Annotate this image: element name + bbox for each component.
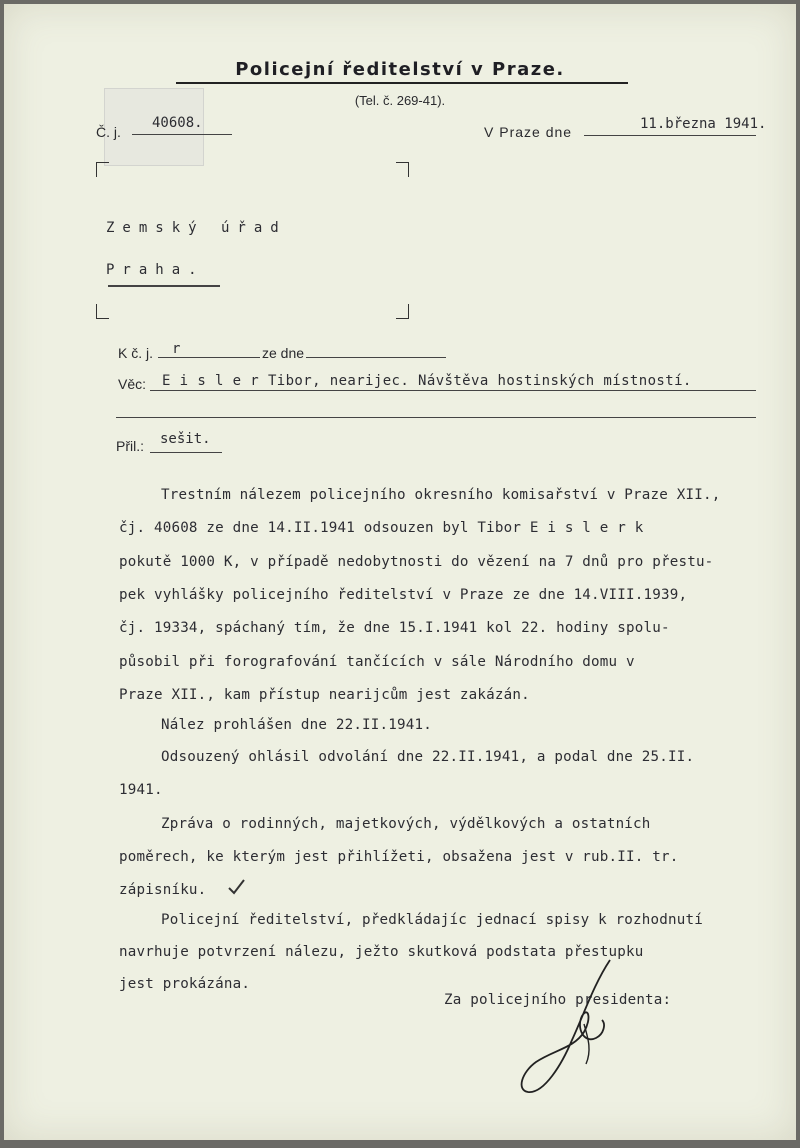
address-bracket-bottom-left: [96, 304, 109, 319]
kcj-value: r: [172, 341, 181, 357]
body-line-11: Zpráva o rodinných, majetkových, výdělkových a ostatních: [161, 816, 651, 832]
body-line-2: čj. 40608 ze dne 14.II.1941 odsouzen byl Tibor E i s l e r k: [119, 520, 644, 536]
handwritten-signature: [514, 954, 624, 1104]
body-line-3: pokutě 1000 K, v případě nedobytnosti do vězení na 7 dnů pro přestu-: [119, 554, 714, 570]
recipient-city: Praha.: [106, 262, 205, 278]
subject-underline-2: [116, 417, 756, 418]
body-line-6: působil při forografování tančících v sále Národního domu v: [119, 654, 635, 670]
place-label: V Praze dne: [484, 124, 573, 140]
subject-value: E i s l e r Tibor, nearijec. Návštěva hostinských místností.: [162, 373, 692, 389]
recipient-underline: [108, 285, 220, 287]
body-line-14: Policejní ředitelství, předkládajíc jednací spisy k rozhodnutí: [161, 912, 703, 928]
body-line-16: jest prokázána.: [119, 976, 251, 992]
body-line-4: pek vyhlášky policejního ředitelství v Praze ze dne 14.VIII.1939,: [119, 587, 688, 603]
body-line-10: 1941.: [119, 782, 163, 798]
body-line-1: Trestním nálezem policejního okresního komisařství v Praze XII.,: [161, 487, 721, 503]
attachments-value: sešit.: [160, 431, 211, 447]
address-bracket-top-left: [96, 162, 109, 177]
ze-dne-label: ze dne: [262, 345, 305, 361]
letterhead-underline: [176, 82, 628, 84]
ze-dne-underline: [306, 357, 446, 358]
date-underline: [584, 135, 756, 136]
signature-line: Za policejního presidenta:: [444, 992, 672, 1008]
kcj-label: K č. j.: [118, 345, 154, 361]
attachments-label: Přil.:: [116, 438, 144, 454]
subject-underline: [150, 390, 756, 391]
document-page: [4, 4, 796, 1140]
body-line-13: zápisníku.: [119, 882, 207, 898]
attachments-underline: [150, 452, 222, 453]
address-bracket-top-right: [396, 162, 409, 177]
document-date: 11.března 1941.: [640, 116, 767, 132]
body-line-12: poměrech, ke kterým jest přihlížeti, obsažena jest v rub.II. tr.: [119, 849, 679, 865]
recipient-office: Zemský úřad: [106, 220, 287, 236]
letterhead-title: Policejní ředitelství v Praze.: [235, 59, 565, 80]
body-line-9: Odsouzený ohlásil odvolání dne 22.II.1941, a podal dne 25.II.: [161, 749, 695, 765]
subject-label: Věc:: [118, 376, 147, 392]
letterhead-phone: (Tel. č. 269-41).: [354, 93, 446, 108]
reference-number: 40608.: [152, 115, 203, 131]
kcj-underline: [158, 357, 260, 358]
body-line-7: Praze XII., kam přístup nearijcům jest zakázán.: [119, 687, 530, 703]
reference-underline: [132, 134, 232, 135]
reference-label: Č. j.: [96, 124, 121, 140]
body-line-5: čj. 19334, spáchaný tím, že dne 15.I.1941 kol 22. hodiny spolu-: [119, 620, 670, 636]
body-line-8: Nález prohlášen dne 22.II.1941.: [161, 717, 432, 733]
body-line-15: navrhuje potvrzení nálezu, ježto skutková podstata přestupku: [119, 944, 644, 960]
handwritten-tick-mark: [226, 876, 248, 898]
address-bracket-bottom-right: [396, 304, 409, 319]
